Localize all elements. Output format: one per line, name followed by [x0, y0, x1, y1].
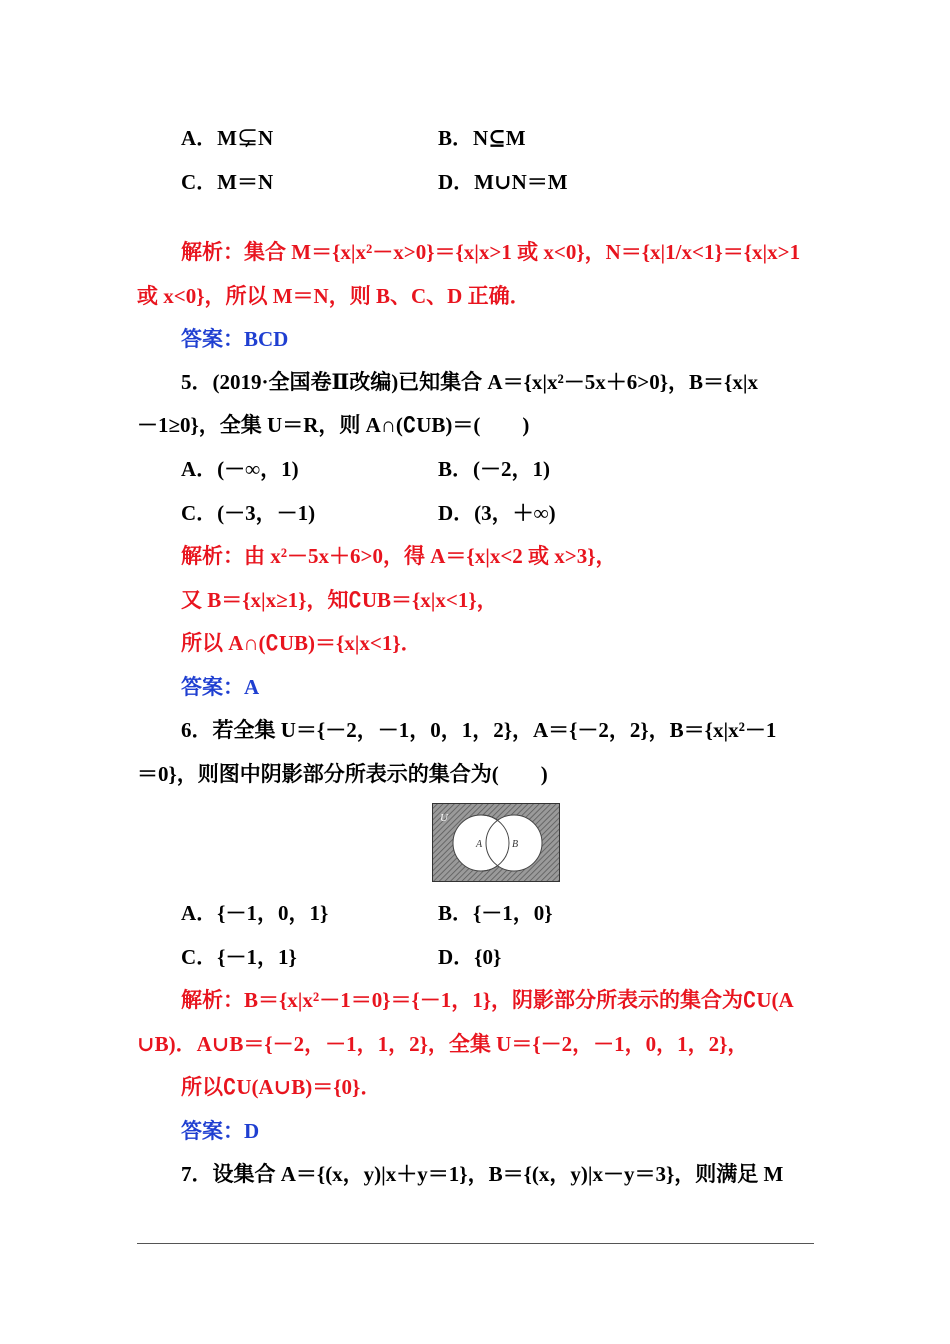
q5-stem-line1: 5．(2019·全国卷Ⅱ改编)已知集合 A＝{x|x²－5x＋6>0}，B＝{x|x: [181, 370, 758, 394]
q5-analysis-line1: 解析：由 x²－5x＋6>0，得 A＝{x|x<2 或 x>3}，: [181, 544, 617, 568]
q5-analysis-line2: 又 B＝{x|x≥1}，知∁UB＝{x|x<1}，: [181, 588, 498, 612]
q4-option-d: D．M∪N＝M: [438, 170, 568, 194]
q5-answer: 答案：A: [181, 675, 260, 699]
q4-analysis-line2: 或 x<0}，所以 M＝N，则 B、C、D 正确．: [137, 284, 531, 308]
q6-stem-line1: 6．若全集 U＝{－2，－1，0，1，2}，A＝{－2，2}，B＝{x|x²－1: [181, 718, 777, 742]
q6-analysis-line1: 解析：B＝{x|x²－1＝0}＝{－1，1}，阴影部分所表示的集合为∁U(A: [181, 988, 794, 1012]
q6-analysis-line3: 所以∁U(A∪B)＝{0}．: [181, 1075, 382, 1099]
q6-answer: 答案：D: [181, 1119, 260, 1143]
q4-option-b: B．N⊆M: [438, 126, 526, 150]
q5-analysis-line3: 所以 A∩(∁UB)＝{x|x<1}．: [181, 631, 422, 655]
venn-u-label: U: [440, 812, 448, 824]
q5-option-b: B．(－2，1): [438, 457, 550, 481]
q4-option-a: A．M⊊N: [181, 126, 274, 150]
q6-option-c: C．{－1，1}: [181, 945, 297, 969]
q5-option-c: C．(－3，－1): [181, 501, 316, 525]
q6-option-b: B．{－1，0}: [438, 901, 553, 925]
q6-option-a: A．{－1，0，1}: [181, 901, 329, 925]
q6-option-d: D．{0}: [438, 945, 502, 969]
q7-stem-line1: 7．设集合 A＝{(x，y)|x＋y＝1}，B＝{(x，y)|x－y＝3}，则满足 M: [181, 1162, 784, 1186]
footer-divider: [137, 1243, 814, 1244]
venn-a-label: A: [476, 839, 483, 850]
q4-analysis-line1: 解析：集合 M＝{x|x²－x>0}＝{x|x>1 或 x<0}，N＝{x|1/x<1}＝{x|x>1: [181, 240, 801, 264]
q5-option-d: D．(3，＋∞): [438, 501, 556, 525]
q5-option-a: A．(－∞，1): [181, 457, 299, 481]
q4-option-c: C．M＝N: [181, 170, 274, 194]
venn-b-label: B: [512, 839, 519, 850]
q5-stem-line2: －1≥0}，全集 U＝R，则 A∩(∁UB)＝( ): [137, 413, 530, 437]
q6-stem-line2: ＝0}，则图中阴影部分所表示的集合为( ): [137, 762, 548, 786]
venn-diagram: [432, 803, 560, 882]
q4-answer: 答案：BCD: [181, 327, 289, 351]
q6-analysis-line2: ∪B)．A∪B＝{－2，－1，1，2}，全集 U＝{－2，－1，0，1，2}，: [137, 1032, 749, 1056]
